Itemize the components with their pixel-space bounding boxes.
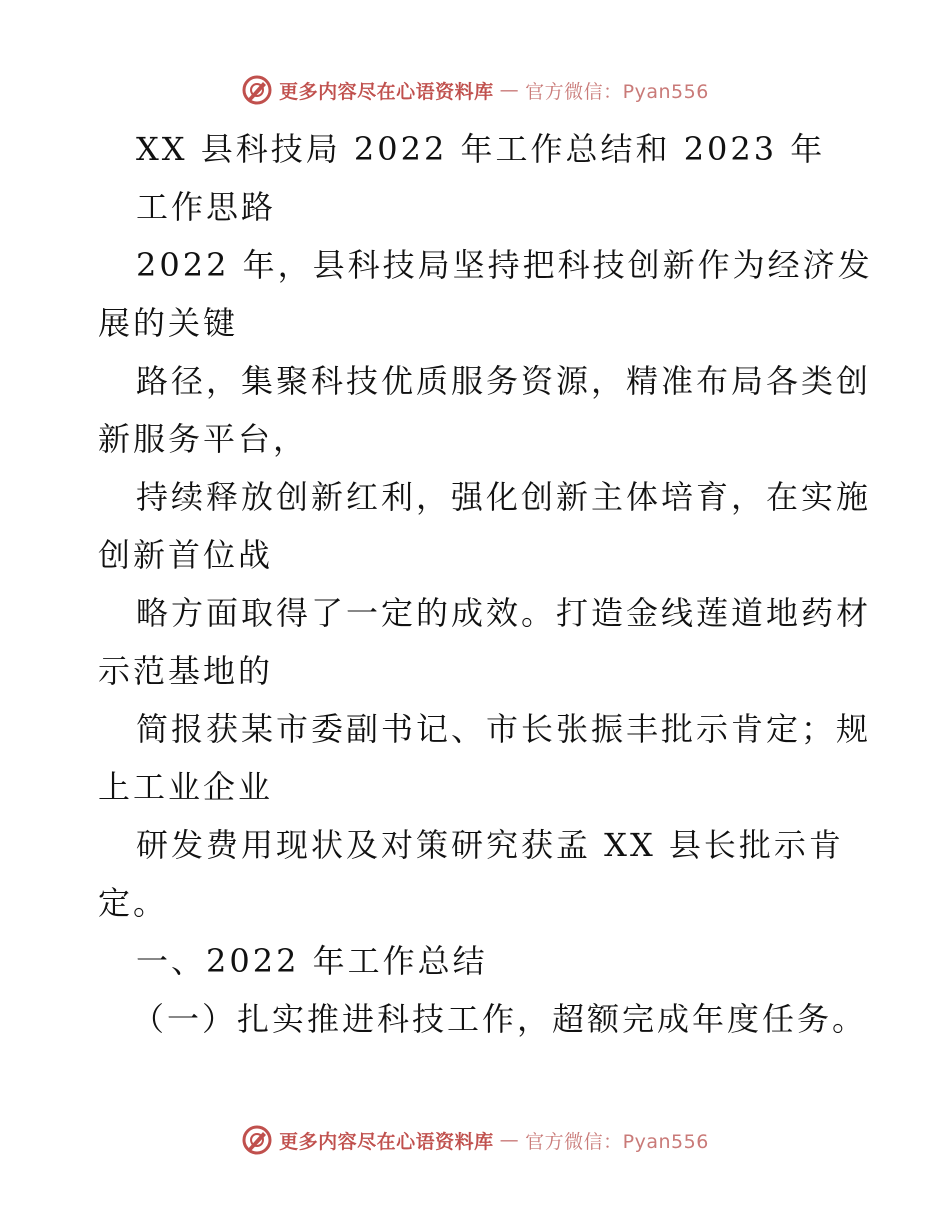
document-body (98, 120, 873, 1048)
paragraph-line: 创新首位战 (98, 536, 274, 574)
watermark-red-text: 更多内容尽在心语资料库 (279, 80, 494, 103)
paragraph-line: 略方面取得了一定的成效。打造金线莲道地药材 (136, 594, 872, 632)
paragraph-line: 新服务平台， (98, 420, 309, 458)
paragraph-line: 简报获某市委副书记、市长张振丰批示肯定；规 (136, 710, 872, 748)
section-heading: 一、2022 年工作总结 (136, 942, 488, 980)
paragraph-line: 定。 (98, 884, 169, 922)
watermark-red-text: 更多内容尽在心语资料库 (279, 1130, 494, 1153)
document-title-line-2: 工作思路 (136, 188, 277, 226)
watermark-dash: — (499, 79, 520, 101)
document-title-line-1: XX 县科技局 2022 年工作总结和 2023 年 (136, 130, 826, 168)
pen-logo-icon (241, 74, 273, 106)
watermark-gray-text: 官方微信：Pyan556 (525, 1130, 709, 1153)
paragraph-line: 示范基地的 (98, 652, 274, 690)
subsection-heading: （一）扎实推进科技工作，超额完成年度任务。 (132, 1000, 868, 1038)
paragraph-line: 上工业企业 (98, 768, 274, 806)
header-watermark (0, 70, 950, 110)
paragraph-line: 2022 年，县科技局坚持把科技创新作为经济发 (136, 246, 873, 284)
footer-watermark (0, 1120, 950, 1160)
paragraph-line: 持续释放创新红利，强化创新主体培育，在实施 (136, 478, 872, 516)
watermark-dash: — (499, 1129, 520, 1151)
paragraph-line: 研发费用现状及对策研究获孟 XX 县长批示肯 (136, 826, 844, 864)
pen-logo-icon (241, 1124, 273, 1156)
paragraph-line: 路径，集聚科技优质服务资源，精准布局各类创 (136, 362, 872, 400)
watermark-gray-text: 官方微信：Pyan556 (525, 80, 709, 103)
paragraph-line: 展的关键 (98, 304, 239, 342)
